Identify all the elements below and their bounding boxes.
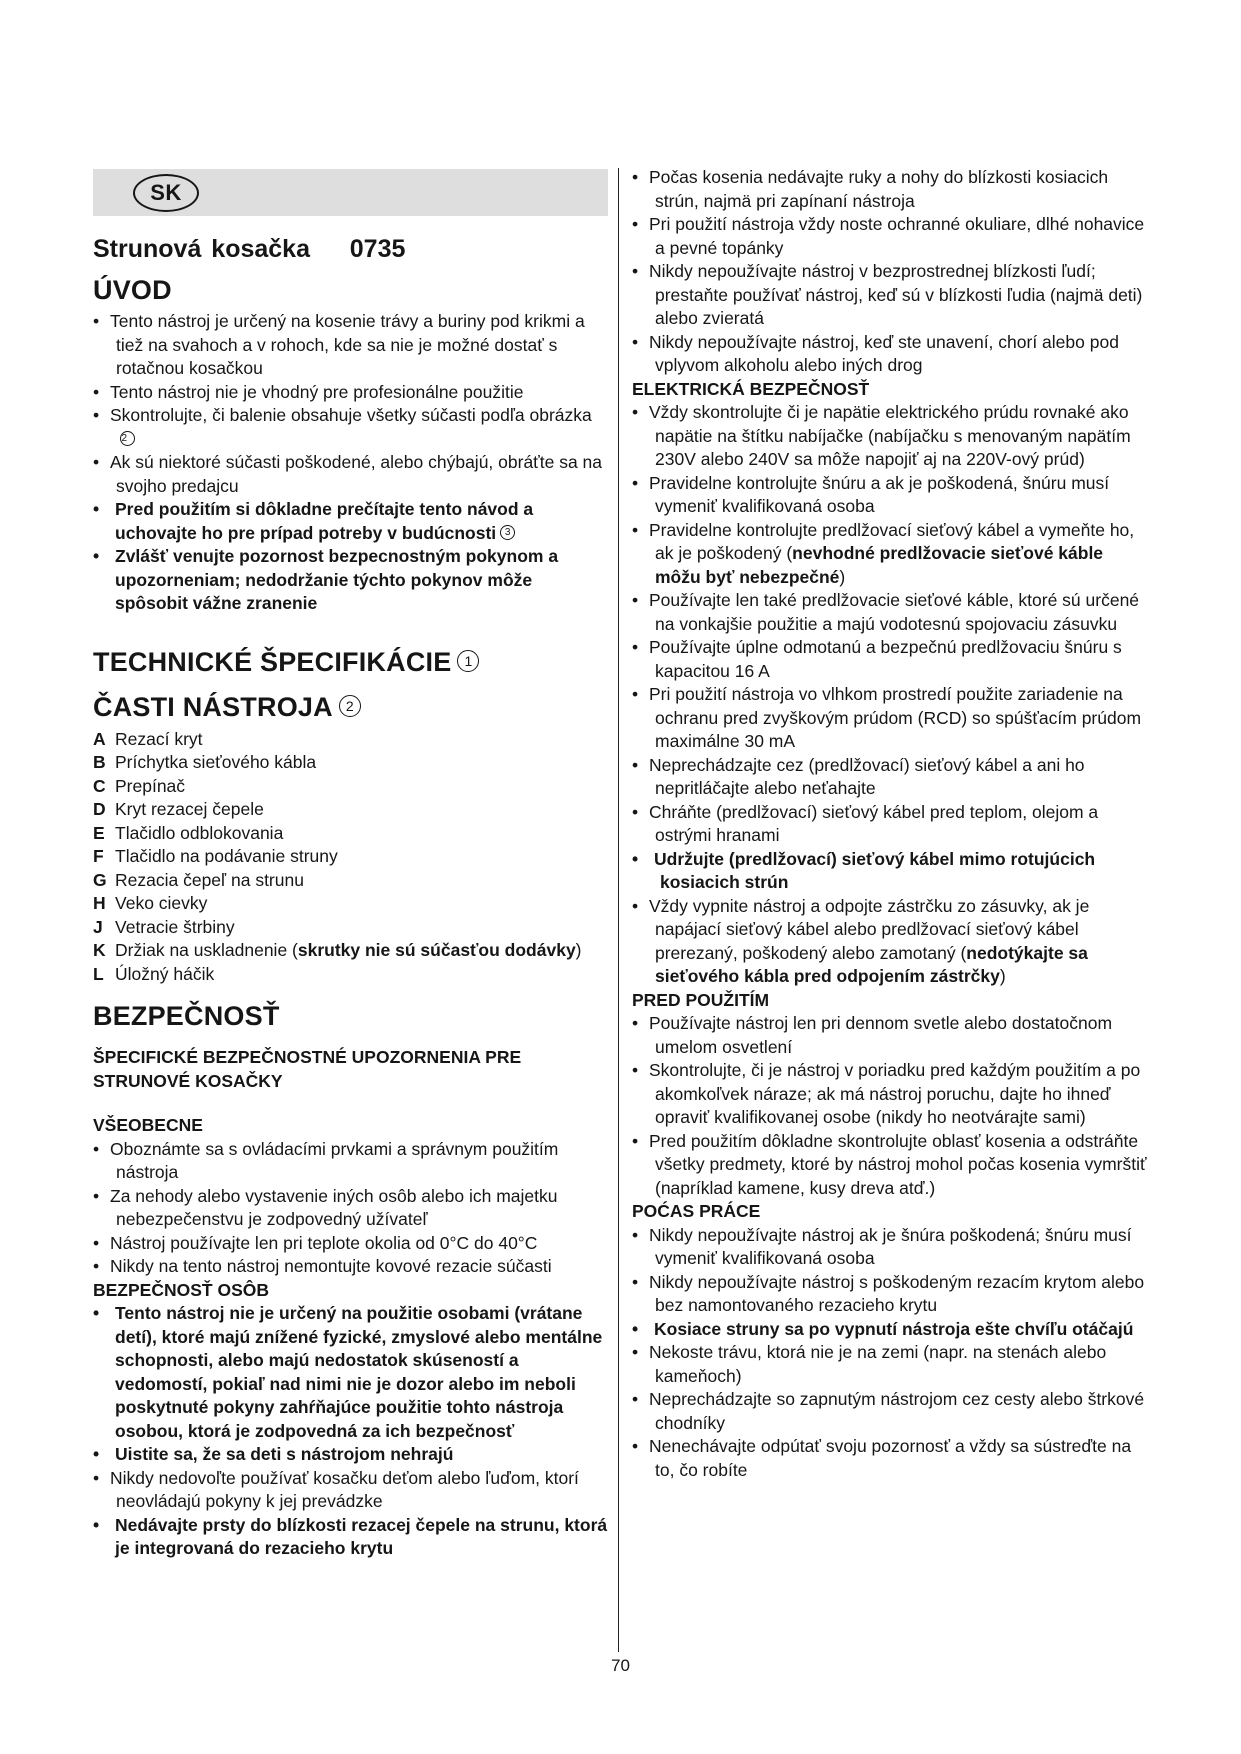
section-uvod-heading: ÚVOD xyxy=(93,275,172,305)
part-row: B Príchytka sieťového kábla xyxy=(93,752,317,772)
list-item: • Nikdy nepoužívajte nástroj v bezprostrednej blízkosti ľudí; prestaňte používať nástroj, keď sú v blízkosti ľudia (najmä deti) alebo zvieratá xyxy=(632,260,1152,331)
list-item: • Nenechávajte odpútať svoju pozornosť a vždy sa sústreďte na to, čo robíte xyxy=(632,1435,1152,1482)
list-item: • Nedávajte prsty do blízkosti rezacej čepele na strunu, ktorá je integrovaná do rezacieho krytu xyxy=(93,1514,608,1561)
part-row: E Tlačidlo odblokovania xyxy=(93,822,284,843)
list-item: • Nikdy nepoužívajte nástroj ak je šnúra poškodená; šnúru musí vymeniť kvalifikovaná osoba xyxy=(632,1224,1152,1271)
electrical-safety-list xyxy=(632,401,1152,989)
list-item: • Chráňte (predlžovací) sieťový kábel pred teplom, olejom a ostrými hranami xyxy=(632,801,1152,848)
part-row: H Veko cievky xyxy=(93,893,208,913)
list-item: • Pri použití nástroja vždy noste ochranné okuliare, dlhé nohavice a pevné topánky xyxy=(632,213,1152,260)
list-item: • Nikdy nepoužívajte nástroj, keď ste unavení, chorí alebo pod vplyvom alkoholu alebo iných drog xyxy=(632,331,1152,378)
list-item: • Ak sú niektoré súčasti poškodené, alebo chýbajú, obráťte sa na svojho predajcu xyxy=(93,451,608,498)
personal-safety-heading: BEZPEČNOSŤ OSÔB xyxy=(93,1279,269,1300)
list-item: • Používajte nástroj len pri dennom svetle alebo dostatočnom umelom osvetlení xyxy=(632,1012,1152,1059)
list-item: • Používajte len také predlžovacie sieťové káble, ktoré sú určené na vonkajšie použitie a majú vodotesnú spojovaciu zásuvku xyxy=(632,589,1152,636)
left-column xyxy=(93,165,608,1561)
general-list xyxy=(93,1138,608,1279)
list-item: • Pred použitím si dôkladne prečítajte tento návod a uchovajte ho pre prípad potreby v budúcnosti 3 xyxy=(93,498,608,545)
part-row: D Kryt rezacej čepele xyxy=(93,799,264,819)
electrical-safety-heading: ELEKTRICKÁ BEZPEČNOSŤ xyxy=(632,378,870,399)
part-row: J Vetracie štrbiny xyxy=(93,916,235,937)
figure-ref: 2 xyxy=(339,695,361,717)
list-item: • Pri použití nástroja vo vlhkom prostredí použite zariadenie na ochranu pred zvyškovým prúdom (RCD) so spúšťacím prúdom maximálne 30 mA xyxy=(632,683,1152,754)
figure-ref: 1 xyxy=(457,650,479,672)
part-row: F Tlačidlo na podávanie struny xyxy=(93,846,338,866)
list-item: • Nikdy nepoužívajte nástroj s poškodeným rezacím krytom alebo bez namontovaného rezacieho krytu xyxy=(632,1271,1152,1318)
list-item: • Skontrolujte, či je nástroj v poriadku pred každým použitím a po akomkoľvek náraze; ak má nástroj poruchu, dajte ho ihneď opraviť kvalifikovanej osobe (nikdy ho neotvárajte sami) xyxy=(632,1059,1152,1130)
list-item: • Skontrolujte, či balenie obsahuje všetky súčasti podľa obrázka2 xyxy=(93,404,608,451)
part-row: A Rezací kryt xyxy=(93,728,203,749)
list-item: • Nikdy na tento nástroj nemontujte kovové rezacie súčasti xyxy=(93,1255,608,1279)
right-column xyxy=(632,166,1152,1482)
list-item: • Zvlášť venujte pozornost bezpecnostným pokynom a upozorneniam; nedodržanie týchto pokynov môže spôsobit vážne zranenie xyxy=(93,545,608,616)
list-item: • Pravidelne kontrolujte predlžovací sieťový kábel a vymeňte ho, ak je poškodený (nevhodné predlžovacie sieťové káble môžu byť nebezpečné) xyxy=(632,519,1152,590)
section-parts-heading: ČASTI NÁSTROJA 2 xyxy=(93,691,608,723)
list-item: • Nekoste trávu, ktorá nie je na zemi (napr. na stenách alebo kameňoch) xyxy=(632,1341,1152,1388)
safety-subheading: ŠPECIFICKÉ BEZPEČNOSTNÉ UPOZORNENIA PRE STRUNOVÉ KOSAČKY xyxy=(93,1047,522,1091)
part-row: G Rezacia čepeľ na strunu xyxy=(93,869,304,890)
page-number: 70 xyxy=(611,1656,630,1675)
list-item: • Nástroj používajte len pri teplote okolia od 0°C do 40°C xyxy=(93,1232,608,1256)
list-item: • Pred použitím dôkladne skontrolujte oblasť kosenia a odstráňte všetky predmety, ktoré by nástroj mohol počas kosenia vymrštiť (napríklad kamene, kusy dreva atď.) xyxy=(632,1130,1152,1201)
personal-safety-list-cont xyxy=(632,166,1152,378)
list-item: • Vždy vypnite nástroj a odpojte zástrčku zo zásuvky, ak je napájací sieťový kábel alebo predlžovací sieťový kábel prerezaný, poškodený alebo zamotaný (nedotýkajte sa sieťového kábla pred odpojením zástrčky) xyxy=(632,895,1152,989)
list-item: • Nikdy nedovoľte používať kosačku deťom alebo ľuďom, ktorí neovládajú pokyny k jej prevádzke xyxy=(93,1467,608,1514)
list-item: • Oboznámte sa s ovládacími prvkami a správnym použitím nástroja xyxy=(93,1138,608,1185)
list-item: • Vždy skontrolujte či je napätie elektrického prúdu rovnaké ako napätie na štítku nabíjačke (nabíjačku s menovaným napätím 230V alebo 240V sa môže napojiť aj na 220V-ový prúd) xyxy=(632,401,1152,472)
personal-safety-list xyxy=(93,1302,608,1561)
list-item: • Udržujte (predlžovací) sieťový kábel mimo rotujúcich kosiacich strún xyxy=(632,848,1152,895)
part-row: L Úložný háčik xyxy=(93,963,215,984)
language-bar xyxy=(93,169,608,216)
list-item: • Neprechádzajte cez (predlžovací) sieťový kábel a ani ho nepritláčajte alebo neťahajte xyxy=(632,754,1152,801)
before-use-heading: PRED POUŽITÍM xyxy=(632,989,770,1010)
list-item: • Počas kosenia nedávajte ruky a nohy do blízkosti kosiacich strún, najmä pri zapínaní nástroja xyxy=(632,166,1152,213)
list-item: • Používajte úplne odmotanú a bezpečnú predlžovaciu šnúru s kapacitou 16 A xyxy=(632,636,1152,683)
part-row: K Držiak na uskladnenie (skrutky nie sú súčasťou dodávky) xyxy=(93,940,582,960)
product-title: Strunová kosačka 0735 xyxy=(93,235,406,263)
column-divider xyxy=(618,168,619,1652)
before-use-list xyxy=(632,1012,1152,1200)
during-work-list xyxy=(632,1224,1152,1483)
general-heading: VŠEOBECNE xyxy=(93,1115,203,1135)
uvod-list xyxy=(93,310,608,616)
section-safety-heading: BEZPEČNOSŤ xyxy=(93,1001,280,1031)
figure-ref: 3 xyxy=(500,525,515,540)
section-tech-heading: TECHNICKÉ ŠPECIFIKÁCIE 1 xyxy=(93,646,608,678)
list-item: • Uistite sa, že sa deti s nástrojom nehrajú xyxy=(93,1443,608,1467)
list-item: • Kosiace struny sa po vypnutí nástroja ešte chvíľu otáčajú xyxy=(632,1318,1152,1342)
list-item: • Tento nástroj je určený na kosenie trávy a buriny pod krikmi a tiež na svahoch a v rohoch, kde sa nie je možné dostať s rotačnou kosačkou xyxy=(93,310,608,381)
list-item: • Za nehody alebo vystavenie iných osôb alebo ich majetku nebezpečenstvu je zodpovedný užívateľ xyxy=(93,1185,608,1232)
figure-ref: 2 xyxy=(120,431,135,446)
list-item: • Tento nástroj nie je určený na použitie osobami (vrátane detí), ktoré majú znížené fyzické, zmyslové alebo mentálne schopnosti, alebo majú nedostatok skúseností a vedomostí, pokiaľ nad nimi nie je dozor alebo im neboli poskytnuté pokyny zahŕňajúce použitie tohto nástroja osobou, ktorá je zodpovedná za ich bezpečnosť xyxy=(93,1302,608,1443)
list-item: • Neprechádzajte so zapnutým nástrojom cez cesty alebo štrkové chodníky xyxy=(632,1388,1152,1435)
part-row: C Prepínač xyxy=(93,775,186,796)
list-item: • Tento nástroj nie je vhodný pre profesionálne použitie xyxy=(93,381,608,405)
list-item: • Pravidelne kontrolujte šnúru a ak je poškodená, šnúru musí vymeniť kvalifikovaná osoba xyxy=(632,472,1152,519)
during-work-heading: POĆAS PRÁCE xyxy=(632,1201,761,1221)
parts-list xyxy=(93,728,608,987)
language-badge: SK xyxy=(133,174,199,212)
